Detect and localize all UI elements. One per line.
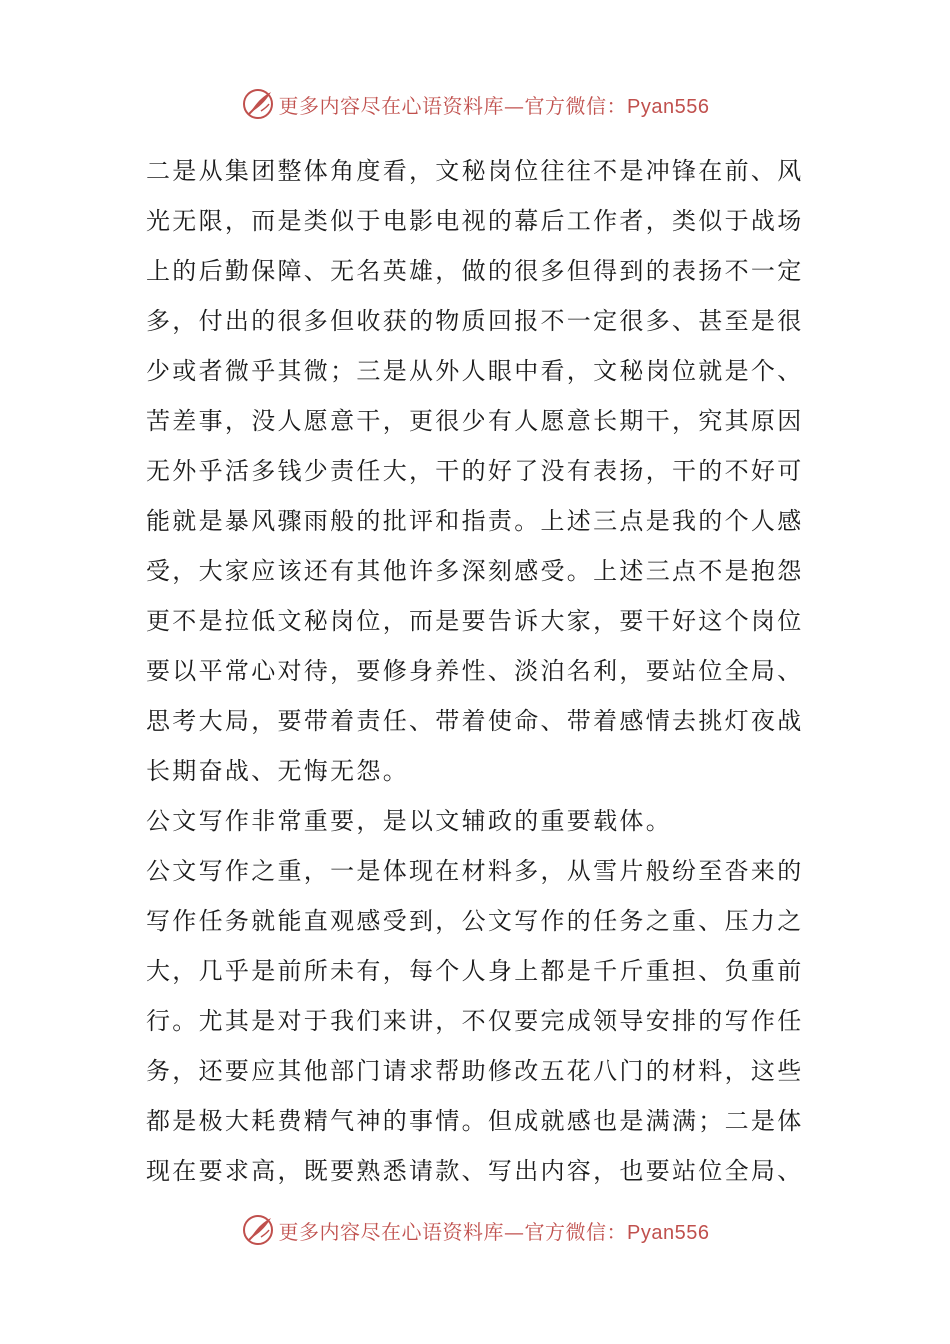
text-line: 二是从集团整体角度看，文秘岗位往往不是冲锋在前、风	[146, 157, 804, 185]
header-banner-handle: Pyan556	[627, 95, 710, 118]
text-line: 受，大家应该还有其他许多深刻感受。上述三点不是抱怨	[146, 557, 804, 585]
text-line: 要以平常心对待，要修身养性、淡泊名利，要站位全局、	[146, 657, 804, 685]
footer-banner-text: 更多内容尽在心语资料库—官方微信：Pyan556	[278, 1219, 710, 1244]
quill-logo-icon	[241, 1213, 275, 1247]
text-line: 长期奋战、无悔无怨。	[146, 757, 409, 785]
text-line: 都是极大耗费精气神的事情。但成就感也是满满；二是体	[146, 1107, 804, 1135]
document-body	[146, 146, 816, 1196]
text-line: 现在要求高，既要熟悉请款、写出内容，也要站位全局、	[146, 1157, 804, 1185]
text-line: 少或者微乎其微；三是从外人眼中看，文秘岗位就是个、	[146, 357, 804, 385]
text-line: 光无限，而是类似于电影电视的幕后工作者，类似于战场	[146, 207, 804, 235]
text-line: 写作任务就能直观感受到，公文写作的任务之重、压力之	[146, 907, 804, 935]
text-line: 公文写作非常重要，是以文辅政的重要载体。	[146, 807, 672, 835]
text-line: 能就是暴风骤雨般的批评和指责。上述三点是我的个人感	[146, 507, 804, 535]
text-line: 多，付出的很多但收获的物质回报不一定很多、甚至是很	[146, 307, 804, 335]
text-line: 上的后勤保障、无名英雄，做的很多但得到的表扬不一定	[146, 257, 804, 285]
text-line: 务，还要应其他部门请求帮助修改五花八门的材料，这些	[146, 1057, 804, 1085]
text-line: 思考大局，要带着责任、带着使命、带着感情去挑灯夜战	[146, 707, 804, 735]
text-line: 大，几乎是前所未有，每个人身上都是千斤重担、负重前	[146, 957, 804, 985]
header-banner	[0, 84, 950, 124]
text-line: 公文写作之重，一是体现在材料多，从雪片般纷至沓来的	[146, 857, 804, 885]
text-line: 苦差事，没人愿意干，更很少有人愿意长期干，究其原因	[146, 407, 804, 435]
text-line: 更不是拉低文秘岗位，而是要告诉大家，要干好这个岗位	[146, 607, 804, 635]
text-line: 行。尤其是对于我们来讲，不仅要完成领导安排的写作任	[146, 1007, 804, 1035]
footer-banner	[0, 1210, 950, 1250]
header-banner-text: 更多内容尽在心语资料库—官方微信：Pyan556	[278, 93, 710, 118]
text-line: 无外乎活多钱少责任大，干的好了没有表扬，干的不好可	[146, 457, 804, 485]
quill-logo-icon	[241, 87, 275, 121]
footer-banner-handle: Pyan556	[627, 1221, 710, 1244]
